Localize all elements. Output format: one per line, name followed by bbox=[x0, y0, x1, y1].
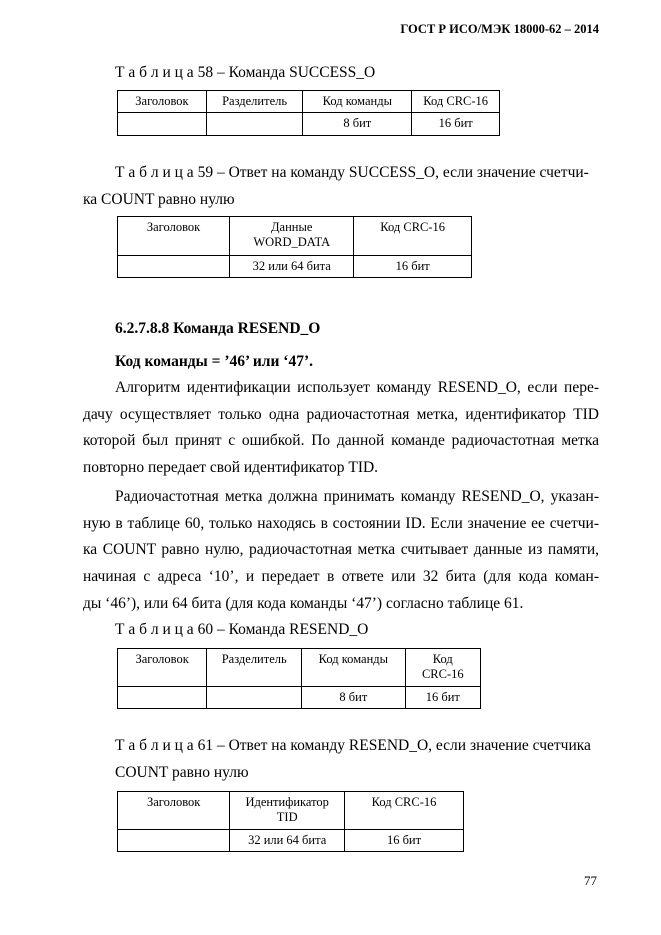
table-61-header-cell: Код CRC-16 bbox=[345, 792, 464, 830]
table-58-header-cell: Разделитель bbox=[206, 91, 302, 113]
paragraph-line: Радиочастотная метка должна принимать команду RESEND_O, указан- bbox=[115, 488, 599, 505]
paragraph-1 bbox=[83, 375, 599, 482]
table-59-cell bbox=[118, 256, 230, 278]
table-60-cell bbox=[207, 687, 302, 709]
table-60-caption: Т а б л и ц а 60 – Команда RESEND_O bbox=[115, 621, 369, 638]
table-59-header-cell: Заголовок bbox=[118, 217, 230, 256]
table-61-cell bbox=[118, 830, 230, 852]
table-59-cell: 32 или 64 бита bbox=[230, 256, 354, 278]
table-60-header-cell: Код команды bbox=[302, 649, 405, 687]
table-60-header-cell: Заголовок bbox=[118, 649, 207, 687]
table-61-caption-line2: COUNT равно нулю bbox=[115, 764, 249, 781]
table-61 bbox=[117, 791, 464, 852]
table-58-header-cell: Заголовок bbox=[118, 91, 207, 113]
table-58-cell: 8 бит bbox=[303, 113, 412, 136]
table-58-cell: 16 бит bbox=[412, 113, 500, 136]
page-number: 77 bbox=[584, 873, 597, 888]
paragraph-line: ды ‘46’), или 64 бита (для кода команды ‘47’) согласно таблице 61. bbox=[83, 594, 524, 612]
table-61-caption-line1: Т а б л и ц а 61 – Ответ на команду RESEND_O, если значение счетчика bbox=[115, 737, 591, 754]
header-line: Код bbox=[432, 652, 453, 666]
paragraph-line: дачу осуществляет только одна радиочастотная метка, идентификатор TID bbox=[83, 405, 599, 423]
paragraph-line: ную в таблице 60, только находясь в состоянии ID. Если значение ее счетчи- bbox=[83, 514, 599, 532]
paragraph-line: повторно передает свой идентификатор TID. bbox=[83, 459, 379, 477]
paragraph-line: которой был принят с ошибкой. По данной команде радиочастотная метка bbox=[83, 432, 599, 450]
paragraph-line: начиная с адреса ‘10’, и передает в ответе или 32 бита (для кода коман- bbox=[83, 568, 599, 586]
table-61-header-cell bbox=[230, 792, 345, 830]
table-58-cell bbox=[206, 113, 302, 136]
header-line: CRC-16 bbox=[421, 667, 464, 681]
table-58-header-cell: Код CRC-16 bbox=[412, 91, 500, 113]
table-59 bbox=[117, 216, 472, 278]
paragraph-line: Алгоритм идентификации использует команду RESEND_O, если пере- bbox=[115, 379, 599, 396]
paragraph-2 bbox=[83, 484, 599, 618]
table-58-cell bbox=[118, 113, 207, 136]
document-header: ГОСТ Р ИСО/МЭК 18000-62 – 2014 bbox=[400, 22, 599, 36]
paragraph-line: ка COUNT равно нулю, радиочастотная метка считывает данные из памяти, bbox=[83, 541, 599, 559]
header-line: Идентификатор bbox=[245, 795, 329, 809]
table-61-header-cell: Заголовок bbox=[118, 792, 230, 830]
header-line: Данные bbox=[271, 220, 313, 234]
table-60-header-cell: Разделитель bbox=[207, 649, 302, 687]
header-line: WORD_DATA bbox=[253, 235, 331, 249]
table-59-cell: 16 бит bbox=[354, 256, 472, 278]
command-code-line: Код команды = ’46’ или ‘47’. bbox=[115, 353, 314, 370]
table-60 bbox=[117, 648, 481, 709]
table-60-cell: 16 бит bbox=[405, 687, 480, 709]
table-58-header-cell: Код команды bbox=[303, 91, 412, 113]
table-59-caption-line2: ка COUNT равно нулю bbox=[83, 191, 235, 208]
table-59-caption-line1: Т а б л и ц а 59 – Ответ на команду SUCCESS_O, если значение счетчи- bbox=[115, 164, 589, 181]
table-58-caption: Т а б л и ц а 58 – Команда SUCCESS_O bbox=[115, 64, 376, 81]
header-line: TID bbox=[276, 810, 298, 824]
section-heading: 6.2.7.8.8 Команда RESEND_O bbox=[115, 320, 321, 337]
table-58 bbox=[117, 90, 500, 136]
table-60-header-cell bbox=[405, 649, 480, 687]
table-61-cell: 16 бит bbox=[345, 830, 464, 852]
table-59-header-cell bbox=[230, 217, 354, 256]
table-60-cell bbox=[118, 687, 207, 709]
table-61-cell: 32 или 64 бита bbox=[230, 830, 345, 852]
table-59-header-cell: Код CRC-16 bbox=[354, 217, 472, 256]
table-60-cell: 8 бит bbox=[302, 687, 405, 709]
